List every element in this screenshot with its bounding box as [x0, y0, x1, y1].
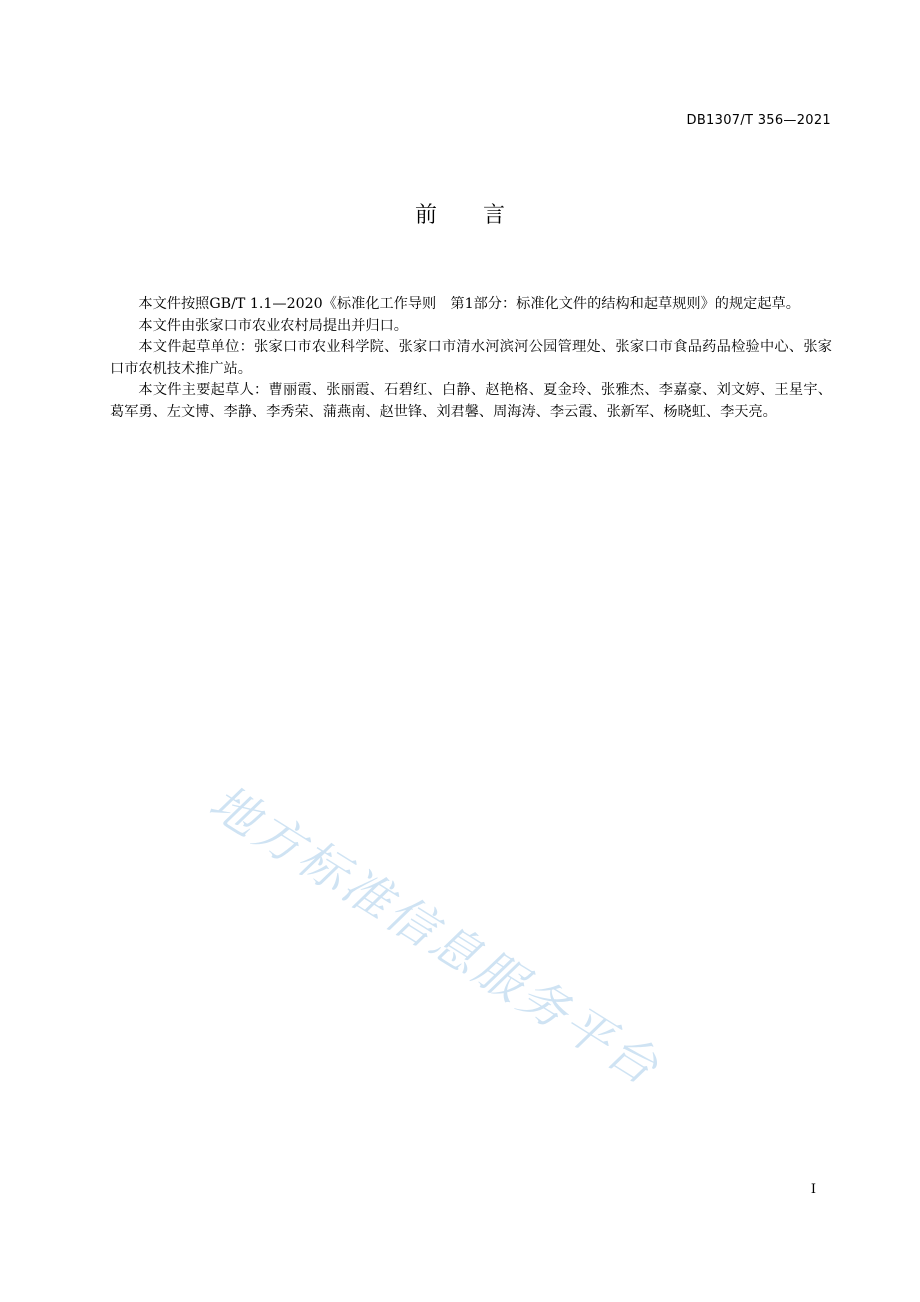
foreword-body	[110, 294, 832, 423]
paragraph-drafters: 本文件主要起草人：曹丽霞、张丽霞、石碧红、白静、赵艳格、夏金玲、张雅杰、李嘉豪、刘文婷、王星宇、葛军勇、左文博、李静、李秀荣、蒲燕南、赵世锋、刘君馨、周海涛、李云霞、张新军、杨晓虹、李天亮。	[110, 382, 832, 420]
page-number: I	[810, 1182, 816, 1197]
document-code: DB1307/T 356—2021	[686, 113, 831, 128]
paragraph-drafting-units: 本文件起草单位：张家口市农业科学院、张家口市清水河滨河公园管理处、张家口市食品药品检验中心、张家口市农机技术推广站。	[110, 339, 832, 377]
paragraph-drafting-basis: 本文件按照GB/T 1.1—2020《标准化工作导则 第1部分：标准化文件的结构和起草规则》的规定起草。	[138, 296, 800, 312]
paragraph-proposer: 本文件由张家口市农业农村局提出并归口。	[138, 317, 408, 334]
page-title: 前言	[414, 203, 551, 228]
watermark: 地方标准信息服务平台	[199, 774, 671, 1098]
